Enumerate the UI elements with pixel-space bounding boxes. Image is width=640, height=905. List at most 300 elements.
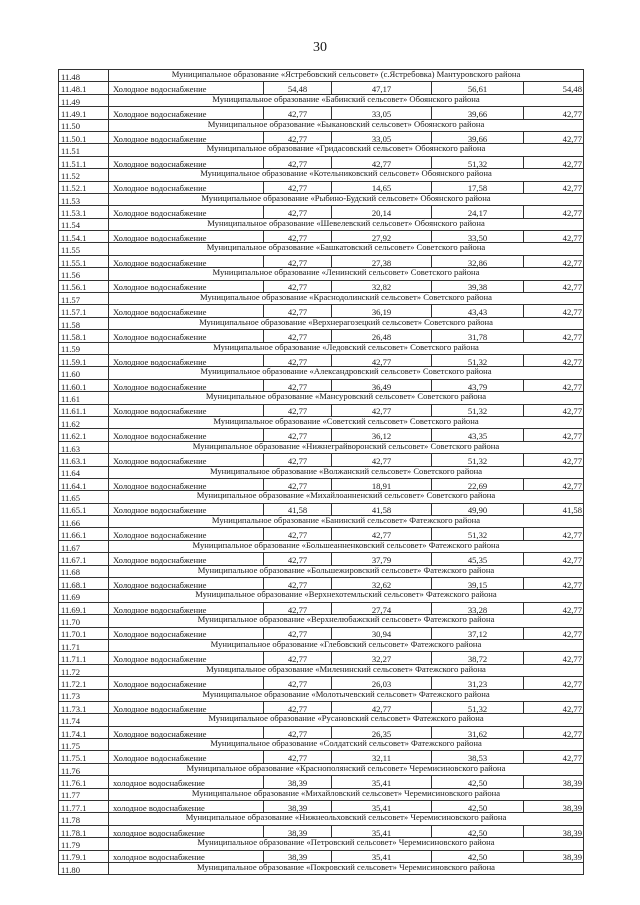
- tariff-value-3: 49,90: [432, 503, 524, 515]
- row-code: 11.53.1: [59, 206, 109, 218]
- municipality-title: Муниципальное образование «Ледовский сельсовет» Советского района: [109, 342, 584, 354]
- water-supply-row: [59, 354, 584, 366]
- tariff-value-3: 24,17: [432, 206, 524, 218]
- tariff-value-4: 38,39: [524, 825, 584, 837]
- tariff-value-3: 51,32: [432, 701, 524, 713]
- tariff-table: [58, 69, 584, 875]
- tariff-value-2: 42,77: [332, 528, 432, 540]
- tariff-value-4: 42,77: [524, 627, 584, 639]
- service-label: Холодное водоснабжение: [109, 82, 264, 94]
- row-code: 11.67: [59, 540, 109, 552]
- row-code: 11.66: [59, 516, 109, 528]
- row-code: 11.73.1: [59, 701, 109, 713]
- service-label: Холодное водоснабжение: [109, 751, 264, 763]
- tariff-value-4: 42,77: [524, 528, 584, 540]
- service-label: Холодное водоснабжение: [109, 578, 264, 590]
- row-code: 11.62: [59, 416, 109, 428]
- service-label: Холодное водоснабжение: [109, 528, 264, 540]
- row-code: 11.59: [59, 342, 109, 354]
- municipality-header-row: [59, 813, 584, 825]
- row-code: 11.61: [59, 392, 109, 404]
- municipality-header-row: [59, 243, 584, 255]
- row-code: 11.74: [59, 714, 109, 726]
- service-label: Холодное водоснабжение: [109, 330, 264, 342]
- row-code: 11.52: [59, 169, 109, 181]
- municipality-header-row: [59, 70, 584, 82]
- service-label: Холодное водоснабжение: [109, 602, 264, 614]
- tariff-value-3: 51,32: [432, 404, 524, 416]
- service-label: холодное водоснабжение: [109, 801, 264, 813]
- row-code: 11.58: [59, 317, 109, 329]
- tariff-value-4: 42,77: [524, 181, 584, 193]
- tariff-value-2: 26,35: [332, 726, 432, 738]
- row-code: 11.59.1: [59, 354, 109, 366]
- municipality-title: Муниципальное образование «Краснодолинский сельсовет» Советского района: [109, 293, 584, 305]
- service-label: холодное водоснабжение: [109, 825, 264, 837]
- tariff-table-body: [59, 70, 584, 875]
- tariff-value-1: 42,77: [264, 454, 332, 466]
- service-label: Холодное водоснабжение: [109, 553, 264, 565]
- tariff-value-4: 42,77: [524, 652, 584, 664]
- tariff-value-1: 42,77: [264, 602, 332, 614]
- municipality-title: Муниципальное образование «Большежировский сельсовет» Фатежского района: [109, 565, 584, 577]
- row-code: 11.68: [59, 565, 109, 577]
- tariff-value-4: 42,77: [524, 107, 584, 119]
- tariff-value-4: 42,77: [524, 231, 584, 243]
- tariff-value-1: 42,77: [264, 107, 332, 119]
- row-code: 11.69.1: [59, 602, 109, 614]
- municipality-title: Муниципальное образование «Нижнеольховский сельсовет» Черемисиновского района: [109, 813, 584, 825]
- service-label: Холодное водоснабжение: [109, 280, 264, 292]
- municipality-header-row: [59, 639, 584, 651]
- municipality-title: Муниципальное образование «Мансуровский сельсовет» Советского района: [109, 392, 584, 404]
- row-code: 11.56: [59, 268, 109, 280]
- tariff-value-3: 31,78: [432, 330, 524, 342]
- tariff-value-3: 42,50: [432, 850, 524, 862]
- tariff-value-3: 43,43: [432, 305, 524, 317]
- municipality-title: Муниципальное образование «Краснополянский сельсовет» Черемисиновского района: [109, 763, 584, 775]
- row-code: 11.77: [59, 788, 109, 800]
- tariff-value-2: 42,77: [332, 354, 432, 366]
- tariff-value-2: 33,05: [332, 131, 432, 143]
- municipality-header-row: [59, 317, 584, 329]
- service-label: Холодное водоснабжение: [109, 429, 264, 441]
- service-label: Холодное водоснабжение: [109, 206, 264, 218]
- service-label: холодное водоснабжение: [109, 776, 264, 788]
- row-code: 11.65.1: [59, 503, 109, 515]
- tariff-value-4: 42,77: [524, 602, 584, 614]
- tariff-value-4: 42,77: [524, 379, 584, 391]
- water-supply-row: [59, 751, 584, 763]
- tariff-value-2: 27,38: [332, 255, 432, 267]
- municipality-title: Муниципальное образование «Банинский сельсовет» Фатежского района: [109, 516, 584, 528]
- tariff-value-1: 42,77: [264, 677, 332, 689]
- municipality-header-row: [59, 689, 584, 701]
- municipality-title: Муниципальное образование «Большеанненковский сельсовет» Фатежского района: [109, 540, 584, 552]
- row-code: 11.51: [59, 144, 109, 156]
- tariff-value-3: 39,38: [432, 280, 524, 292]
- row-code: 11.76.1: [59, 776, 109, 788]
- water-supply-row: [59, 726, 584, 738]
- tariff-value-1: 42,77: [264, 280, 332, 292]
- municipality-title: Муниципальное образование «Башкатовский сельсовет» Советского района: [109, 243, 584, 255]
- row-code: 11.74.1: [59, 726, 109, 738]
- row-code: 11.70: [59, 615, 109, 627]
- tariff-value-4: 38,39: [524, 850, 584, 862]
- tariff-value-3: 32,86: [432, 255, 524, 267]
- row-code: 11.63.1: [59, 454, 109, 466]
- tariff-value-2: 36,12: [332, 429, 432, 441]
- municipality-title: Муниципальное образование «Быкановский сельсовет» Обоянского района: [109, 119, 584, 131]
- municipality-title: Муниципальное образование «Котельниковский сельсовет» Обоянского района: [109, 169, 584, 181]
- tariff-value-4: 42,77: [524, 726, 584, 738]
- tariff-value-4: 42,77: [524, 454, 584, 466]
- tariff-value-2: 26,48: [332, 330, 432, 342]
- water-supply-row: [59, 280, 584, 292]
- tariff-value-3: 38,53: [432, 751, 524, 763]
- tariff-value-1: 42,77: [264, 255, 332, 267]
- tariff-value-3: 56,61: [432, 82, 524, 94]
- water-supply-row: [59, 801, 584, 813]
- tariff-value-4: 42,77: [524, 429, 584, 441]
- tariff-value-2: 32,82: [332, 280, 432, 292]
- municipality-title: Муниципальное образование «Русановский сельсовет» Фатежского района: [109, 714, 584, 726]
- tariff-value-4: 42,77: [524, 701, 584, 713]
- tariff-value-2: 26,03: [332, 677, 432, 689]
- tariff-value-3: 31,23: [432, 677, 524, 689]
- municipality-title: Муниципальное образование «Михайлоанненский сельсовет» Советского района: [109, 491, 584, 503]
- row-code: 11.57.1: [59, 305, 109, 317]
- service-label: холодное водоснабжение: [109, 850, 264, 862]
- tariff-value-1: 42,77: [264, 627, 332, 639]
- tariff-value-1: 42,77: [264, 231, 332, 243]
- service-label: Холодное водоснабжение: [109, 652, 264, 664]
- municipality-header-row: [59, 342, 584, 354]
- municipality-header-row: [59, 615, 584, 627]
- row-code: 11.58.1: [59, 330, 109, 342]
- water-supply-row: [59, 850, 584, 862]
- tariff-value-2: 36,49: [332, 379, 432, 391]
- municipality-title: Муниципальное образование «Верхнерагозецкий сельсовет» Советского района: [109, 317, 584, 329]
- municipality-header-row: [59, 516, 584, 528]
- tariff-value-4: 42,77: [524, 305, 584, 317]
- municipality-header-row: [59, 367, 584, 379]
- municipality-header-row: [59, 416, 584, 428]
- municipality-header-row: [59, 491, 584, 503]
- row-code: 11.73: [59, 689, 109, 701]
- tariff-value-3: 39,15: [432, 578, 524, 590]
- municipality-title: Муниципальное образование «Гридасовский сельсовет» Обоянского района: [109, 144, 584, 156]
- water-supply-row: [59, 478, 584, 490]
- water-supply-row: [59, 553, 584, 565]
- tariff-value-2: 30,94: [332, 627, 432, 639]
- water-supply-row: [59, 379, 584, 391]
- row-code: 11.66.1: [59, 528, 109, 540]
- municipality-header-row: [59, 714, 584, 726]
- tariff-value-3: 39,66: [432, 131, 524, 143]
- water-supply-row: [59, 255, 584, 267]
- tariff-value-1: 42,77: [264, 726, 332, 738]
- tariff-value-1: 42,77: [264, 131, 332, 143]
- tariff-value-4: 54,48: [524, 82, 584, 94]
- service-label: Холодное водоснабжение: [109, 627, 264, 639]
- tariff-value-3: 31,62: [432, 726, 524, 738]
- municipality-header-row: [59, 466, 584, 478]
- tariff-value-3: 51,32: [432, 454, 524, 466]
- water-supply-row: [59, 156, 584, 168]
- tariff-value-1: 42,77: [264, 652, 332, 664]
- water-supply-row: [59, 652, 584, 664]
- service-label: Холодное водоснабжение: [109, 156, 264, 168]
- service-label: Холодное водоснабжение: [109, 255, 264, 267]
- tariff-value-1: 42,77: [264, 181, 332, 193]
- tariff-value-3: 42,50: [432, 801, 524, 813]
- municipality-title: Муниципальное образование «Михайловский сельсовет» Черемисиновского района: [109, 788, 584, 800]
- tariff-value-1: 42,77: [264, 528, 332, 540]
- municipality-title: Муниципальное образование «Советский сельсовет» Советского района: [109, 416, 584, 428]
- municipality-title: Муниципальное образование «Бабинский сельсовет» Обоянского района: [109, 94, 584, 106]
- tariff-value-4: 42,77: [524, 751, 584, 763]
- municipality-title: Муниципальное образование «Александровский сельсовет» Советского района: [109, 367, 584, 379]
- row-code: 11.49: [59, 94, 109, 106]
- service-label: Холодное водоснабжение: [109, 354, 264, 366]
- tariff-value-1: 54,48: [264, 82, 332, 94]
- tariff-value-2: 18,91: [332, 478, 432, 490]
- row-code: 11.72.1: [59, 677, 109, 689]
- tariff-value-4: 42,77: [524, 578, 584, 590]
- tariff-value-3: 51,32: [432, 528, 524, 540]
- service-label: Холодное водоснабжение: [109, 677, 264, 689]
- municipality-title: Муниципальное образование «Солдатский сельсовет» Фатежского района: [109, 739, 584, 751]
- row-code: 11.65: [59, 491, 109, 503]
- tariff-value-1: 42,77: [264, 206, 332, 218]
- tariff-value-4: 41,58: [524, 503, 584, 515]
- service-label: Холодное водоснабжение: [109, 131, 264, 143]
- tariff-value-1: 42,77: [264, 578, 332, 590]
- row-code: 11.48.1: [59, 82, 109, 94]
- row-code: 11.70.1: [59, 627, 109, 639]
- tariff-value-2: 35,41: [332, 776, 432, 788]
- municipality-header-row: [59, 268, 584, 280]
- water-supply-row: [59, 776, 584, 788]
- water-supply-row: [59, 627, 584, 639]
- water-supply-row: [59, 107, 584, 119]
- row-code: 11.78: [59, 813, 109, 825]
- tariff-value-2: 20,14: [332, 206, 432, 218]
- tariff-value-4: 42,77: [524, 404, 584, 416]
- municipality-header-row: [59, 441, 584, 453]
- tariff-value-2: 27,92: [332, 231, 432, 243]
- water-supply-row: [59, 181, 584, 193]
- water-supply-row: [59, 404, 584, 416]
- municipality-header-row: [59, 218, 584, 230]
- tariff-value-1: 38,39: [264, 776, 332, 788]
- municipality-title: Муниципальное образование «Молотычевский сельсовет» Фатежского района: [109, 689, 584, 701]
- tariff-value-3: 42,50: [432, 776, 524, 788]
- tariff-value-1: 42,77: [264, 553, 332, 565]
- water-supply-row: [59, 131, 584, 143]
- row-code: 11.50.1: [59, 131, 109, 143]
- municipality-header-row: [59, 863, 584, 875]
- row-code: 11.80: [59, 863, 109, 875]
- municipality-header-row: [59, 144, 584, 156]
- tariff-value-2: 42,77: [332, 701, 432, 713]
- municipality-header-row: [59, 540, 584, 552]
- tariff-value-3: 17,58: [432, 181, 524, 193]
- row-code: 11.61.1: [59, 404, 109, 416]
- tariff-value-1: 42,77: [264, 751, 332, 763]
- tariff-value-1: 41,58: [264, 503, 332, 515]
- water-supply-row: [59, 677, 584, 689]
- tariff-value-3: 51,32: [432, 354, 524, 366]
- water-supply-row: [59, 82, 584, 94]
- tariff-value-1: 38,39: [264, 825, 332, 837]
- municipality-title: Муниципальное образование «Верхнехотемльский сельсовет» Фатежского района: [109, 590, 584, 602]
- tariff-value-4: 38,39: [524, 776, 584, 788]
- tariff-value-1: 42,77: [264, 701, 332, 713]
- row-code: 11.67.1: [59, 553, 109, 565]
- tariff-value-1: 42,77: [264, 330, 332, 342]
- water-supply-row: [59, 503, 584, 515]
- row-code: 11.55: [59, 243, 109, 255]
- municipality-title: Муниципальное образование «Рыбино-Будский сельсовет» Обоянского района: [109, 193, 584, 205]
- tariff-value-4: 38,39: [524, 801, 584, 813]
- municipality-header-row: [59, 193, 584, 205]
- municipality-title: Муниципальное образование «Нижнеграйворонский сельсовет» Советского района: [109, 441, 584, 453]
- tariff-value-3: 37,12: [432, 627, 524, 639]
- tariff-value-2: 47,17: [332, 82, 432, 94]
- tariff-value-4: 42,77: [524, 280, 584, 292]
- service-label: Холодное водоснабжение: [109, 181, 264, 193]
- water-supply-row: [59, 429, 584, 441]
- row-code: 11.57: [59, 293, 109, 305]
- row-code: 11.60: [59, 367, 109, 379]
- tariff-value-3: 33,50: [432, 231, 524, 243]
- service-label: Холодное водоснабжение: [109, 726, 264, 738]
- row-code: 11.53: [59, 193, 109, 205]
- municipality-header-row: [59, 169, 584, 181]
- tariff-value-4: 42,77: [524, 255, 584, 267]
- tariff-value-2: 41,58: [332, 503, 432, 515]
- row-code: 11.79.1: [59, 850, 109, 862]
- tariff-value-2: 37,79: [332, 553, 432, 565]
- service-label: Холодное водоснабжение: [109, 478, 264, 490]
- tariff-value-2: 42,77: [332, 156, 432, 168]
- water-supply-row: [59, 528, 584, 540]
- tariff-value-4: 42,77: [524, 553, 584, 565]
- tariff-value-2: 32,27: [332, 652, 432, 664]
- tariff-value-1: 42,77: [264, 354, 332, 366]
- service-label: Холодное водоснабжение: [109, 231, 264, 243]
- row-code: 11.72: [59, 664, 109, 676]
- tariff-value-2: 33,05: [332, 107, 432, 119]
- tariff-value-2: 27,74: [332, 602, 432, 614]
- municipality-header-row: [59, 788, 584, 800]
- municipality-header-row: [59, 763, 584, 775]
- tariff-value-1: 42,77: [264, 305, 332, 317]
- tariff-value-2: 32,11: [332, 751, 432, 763]
- row-code: 11.60.1: [59, 379, 109, 391]
- tariff-value-2: 32,62: [332, 578, 432, 590]
- tariff-value-4: 42,77: [524, 206, 584, 218]
- tariff-value-4: 42,77: [524, 677, 584, 689]
- water-supply-row: [59, 231, 584, 243]
- tariff-value-1: 42,77: [264, 404, 332, 416]
- water-supply-row: [59, 602, 584, 614]
- service-label: Холодное водоснабжение: [109, 503, 264, 515]
- municipality-header-row: [59, 565, 584, 577]
- row-code: 11.68.1: [59, 578, 109, 590]
- municipality-title: Муниципальное образование «Шевелевский сельсовет» Обоянского района: [109, 218, 584, 230]
- water-supply-row: [59, 305, 584, 317]
- tariff-value-4: 42,77: [524, 354, 584, 366]
- row-code: 11.71: [59, 639, 109, 651]
- water-supply-row: [59, 454, 584, 466]
- municipality-title: Муниципальное образование «Верхнелюбажский сельсовет» Фатежского района: [109, 615, 584, 627]
- tariff-value-2: 35,41: [332, 801, 432, 813]
- service-label: Холодное водоснабжение: [109, 107, 264, 119]
- row-code: 11.78.1: [59, 825, 109, 837]
- row-code: 11.75: [59, 739, 109, 751]
- row-code: 11.77.1: [59, 801, 109, 813]
- tariff-value-2: 42,77: [332, 454, 432, 466]
- tariff-value-1: 42,77: [264, 156, 332, 168]
- tariff-value-4: 42,77: [524, 478, 584, 490]
- row-code: 11.63: [59, 441, 109, 453]
- row-code: 11.71.1: [59, 652, 109, 664]
- municipality-header-row: [59, 590, 584, 602]
- tariff-value-3: 39,66: [432, 107, 524, 119]
- municipality-header-row: [59, 664, 584, 676]
- tariff-value-2: 14,65: [332, 181, 432, 193]
- municipality-title: Муниципальное образование «Ястребовский сельсовет» (с.Ястребовка) Мантуровского района: [109, 70, 584, 82]
- tariff-value-2: 35,41: [332, 825, 432, 837]
- tariff-value-2: 36,19: [332, 305, 432, 317]
- tariff-value-3: 43,35: [432, 429, 524, 441]
- municipality-header-row: [59, 293, 584, 305]
- tariff-value-1: 42,77: [264, 478, 332, 490]
- service-label: Холодное водоснабжение: [109, 404, 264, 416]
- row-code: 11.56.1: [59, 280, 109, 292]
- row-code: 11.64.1: [59, 478, 109, 490]
- row-code: 11.76: [59, 763, 109, 775]
- water-supply-row: [59, 330, 584, 342]
- service-label: Холодное водоснабжение: [109, 305, 264, 317]
- tariff-value-4: 42,77: [524, 156, 584, 168]
- service-label: Холодное водоснабжение: [109, 379, 264, 391]
- tariff-value-2: 35,41: [332, 850, 432, 862]
- tariff-value-3: 38,72: [432, 652, 524, 664]
- water-supply-row: [59, 206, 584, 218]
- tariff-value-3: 43,79: [432, 379, 524, 391]
- row-code: 11.62.1: [59, 429, 109, 441]
- row-code: 11.49.1: [59, 107, 109, 119]
- tariff-value-4: 42,77: [524, 131, 584, 143]
- tariff-value-3: 51,32: [432, 156, 524, 168]
- tariff-value-3: 33,28: [432, 602, 524, 614]
- row-code: 11.75.1: [59, 751, 109, 763]
- tariff-value-4: 42,77: [524, 330, 584, 342]
- row-code: 11.48: [59, 70, 109, 82]
- tariff-value-1: 42,77: [264, 379, 332, 391]
- tariff-value-3: 42,50: [432, 825, 524, 837]
- row-code: 11.64: [59, 466, 109, 478]
- water-supply-row: [59, 825, 584, 837]
- water-supply-row: [59, 578, 584, 590]
- municipality-title: Муниципальное образование «Покровский сельсовет» Черемисиновского района: [109, 863, 584, 875]
- row-code: 11.50: [59, 119, 109, 131]
- row-code: 11.52.1: [59, 181, 109, 193]
